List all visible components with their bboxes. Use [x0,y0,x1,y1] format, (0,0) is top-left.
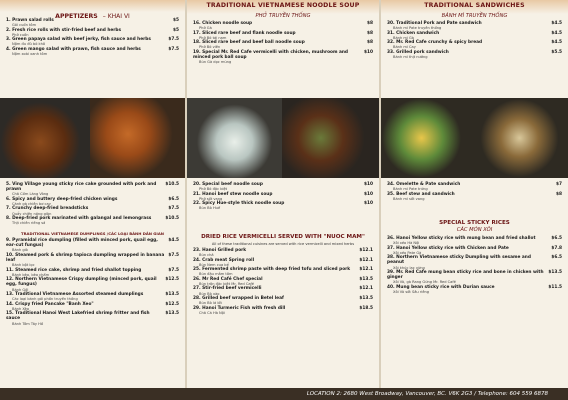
menu-item-row [187,50,379,60]
menu-item-price: $6.5 [551,236,562,241]
menu-item-row [187,248,379,253]
dumplings-list [0,238,185,326]
vermicelli-title: DRIED RICE VERMICELLI SERVED WITH "NUOC MAM" [201,234,365,240]
menu-item-price: $12.5 [165,301,179,307]
menu-item-price: $8 [367,21,373,26]
sandwiches-list-top [381,21,568,59]
vermicelli-note: All of these traditional cuisines are served with rice vermicelli and mixed herbs [211,242,355,246]
menu-item-name: 5. Ving Village young sticky rice cake grounded with pork and prawn [6,182,157,193]
menu-item-name: 1. Prawn salad rolls [6,18,54,23]
sandwiches-title: TRADITIONAL SANDWICHES [424,2,525,9]
menu-item-viet: Chả Cốm Làng Vòng [12,192,49,197]
menu-item-price: $4.5 [551,30,562,36]
sandwiches-panel [381,0,568,295]
menu-item-name: 27. Stir-fried beef vermicelli [193,286,262,292]
menu-item-viet: Phở cuốn [12,32,29,37]
sticky-rice-list [381,236,568,294]
dumplings-section [0,229,185,326]
menu-item-name: 15. Traditional Hanoi West Lakefried shrimp fritter and fish sauce [6,311,150,322]
appetizers-title-viet: KHAI VI [107,13,130,20]
menu-item-name: 22. Spicy Hue-style thick noodle soup [193,201,285,207]
menu-item-price: $11.5 [548,284,562,290]
menu-item-viet: Các loại bánh gói phần truyền thống [12,297,78,302]
menu-item-name: 14. Crispy fried Pancake "Banh Xeo" [6,301,94,307]
menu-item-viet: Bánh giò [12,248,28,253]
menu-item-name: 33. Grilled pork sandwich [387,49,449,55]
menu-item-viet: Bún Nem cua bể [199,262,229,267]
menu-item-viet: Phở Bò tái nạm [199,35,227,40]
menu-item-price: $10 [364,182,373,187]
menu-item-price: $7.5 [168,267,179,273]
menu-item-name: 9. Pyramidal rice dumpling (filled with minced pork, quail egg, ear-cut fungus) [6,238,158,249]
menu-item-price: $12.1 [359,286,373,292]
menu-item-row [0,206,185,211]
menu-item-name: 18. Sliced rare beef and beef ball noodle soup [193,40,305,46]
menu-item-price: $8 [367,40,373,46]
menu-item-price: $7.5 [168,252,179,258]
vermicelli-section [187,234,379,315]
menu-item-name: 29. Hanoi Turmeric Fish with fresh dill [193,305,286,311]
menu-item-row [381,270,568,280]
menu-item-row [0,182,185,192]
menu-item-name: 6. Spicy and buttery deep-fried chicken wings [6,196,118,202]
menu-item-price: $5 [173,27,179,33]
menu-item-viet: Bánh mì Cay [393,45,416,50]
menu-item-name: 20. Special beef noodle soup [193,182,263,187]
menu-item-row [187,286,379,291]
menu-item-viet: Bún Bò lá lốt [199,301,222,306]
vermicelli-list [187,248,379,315]
menu-item-viet: Bún Gà dọc mùng [199,60,232,65]
menu-item-name: 36. Hanoi Yellow sticky rice with mung bean and fried shallot [387,236,536,241]
menu-item-viet: Cánh gà chiên bơ cay [12,202,51,207]
menu-item-viet: Gỏi cuốn tôm [12,23,37,28]
menu-item-viet: Bánh Gối [12,287,29,292]
menu-item-name: 38. Northern Vietnamese sticky Dumpling with sesame and peanut [387,255,531,266]
panel-header-bar [381,0,568,14]
sticky-rice-section [381,220,568,294]
menu-item-price: $4.5 [168,238,179,243]
appetizers-title: APPETIZERS [55,13,98,20]
menu-item-price: $4.5 [551,21,562,26]
menu-item-viet: Quẩy chiên nóng giòn [12,211,52,216]
menu-item-name: 11. Steamed rice cake, shrimp and fried shallot topping [6,267,142,273]
menu-item-name: 23. Hanoi Grilled pork [193,248,247,253]
menu-item-name: 2. Fresh rice rolls with stir-fried beef and herbs [6,27,122,33]
menu-item-price: $7 [556,182,562,187]
menu-item-viet: Xôi xéo Pate Gà [393,250,422,255]
noodle-soup-panel [187,0,379,315]
menu-item-row [187,21,379,26]
menu-item-price: $12.1 [359,267,373,273]
menu-item-row [0,311,185,321]
menu-item-price: $6.5 [551,255,562,261]
dumplings-photo [90,98,185,178]
menu-item-name: 32. Mr. Red Cafe crunchy & spicy bread [387,40,483,46]
panel-header-bar [187,0,379,14]
menu-item-name: 25. Fermented shrimp paste with deep fried tofu and sliced pork [193,267,351,273]
menu-item-viet: Xôi Vò sốt Sầu riêng [393,290,430,295]
menu-item-viet: Phở sốt vang [199,196,223,201]
menu-item-price: $10 [364,49,373,55]
menu-item-viet: Bún Bò xào [199,291,220,296]
noodle-soup-title: TRADITIONAL VIETNAMESE NOODLE SOUP [206,2,360,9]
menu-item-row [0,238,185,248]
location-text: LOCATION 2: 2680 West Broadway, Vancouver, BC. V6K 2G3 / Telephone: 604 559 6878 [306,391,548,397]
menu-item-viet: Nộm xoài xanh tôm [12,52,48,57]
menu-item-price: $4.5 [551,40,562,46]
menu-item-price: $7.5 [168,37,179,43]
sandwiches-title-viet: BÁNH MÌ TRUYỀN THỐNG [441,13,508,19]
menu-item-price: $10.5 [165,182,179,187]
menu-item-name: 17. Sliced rare beef and flank noodle soup [193,30,296,36]
fried-chicken-photo [0,98,90,178]
menu-item-viet: Bánh Xèo [12,306,30,311]
sandwiches-list-bottom [381,182,568,201]
menu-item-viet: Bánh Tôm Tây Hồ [12,321,44,326]
noodle-soup-list-top [187,21,379,65]
menu-item-price: $18.5 [359,305,373,311]
menu-item-price: $5.5 [551,49,562,55]
appetizers-list-top [0,18,185,56]
menu-item-price: $10.5 [165,216,179,222]
menu-item-price: $12.1 [359,248,373,253]
menu-item-viet: Phở Bò viên [199,45,221,50]
menu-item-viet: Bún đậu mắm tôm [199,272,233,277]
menu-item-name: 13. Traditional Vietnamese Assorted steamed dumplings [6,292,144,298]
noodle-soup-list-bottom [187,182,379,211]
menu-item-name: 31. Chicken sandwich [387,30,440,36]
menu-item-price: $12.5 [165,277,179,283]
menu-item-name: 8. Deep-fried pork marinated with galangal and lemongrass [6,216,152,222]
vermicelli-photo [282,98,379,178]
location-footer [0,388,568,400]
menu-item-viet: Xôi khúc lạc vừng [393,265,425,270]
menu-item-price: $10 [364,191,373,197]
menu-item-viet: Bún trộn đặc biệt Mr. Red Café [199,282,255,287]
menu-item-price: $12.1 [359,257,373,263]
menu-item-name: 21. Hanoi beef stew noodle soup [193,191,273,197]
menu-item-name: 10. Steamed pork & shrimp tapioca dumpling wrapped in banana leaf [6,252,165,264]
sticky-rice-title: SPECIAL STICKY RICES [439,220,510,226]
menu-item-price: $13.5 [165,311,179,317]
menu-item-price: $10 [364,201,373,207]
menu-item-name: 12. Northern Vietnamese Crispy dumpling (minced pork, quail egg, fungus) [6,277,157,288]
menu-item-name: 24. Crab meat Spring roll [193,257,255,263]
menu-item-name: 34. Omelette & Pate sandwich [387,182,461,187]
menu-item-price: $13.5 [359,276,373,282]
menu-item-name: 30. Traditional Pork and Pate sandwich [387,21,482,26]
menu-item-name: 39. Mr. Red Cafe mung bean sticky rice and bone in chicken with ginger [387,270,544,281]
panel-header-bar: APPETIZERS – KHAI VI [0,0,185,12]
menu-item-viet: Phở Gà [199,26,212,31]
menu-item-viet: Bún chả [199,253,214,258]
sticky-rice-photo [471,98,568,178]
menu-item-price: $7.5 [168,46,179,52]
menu-item-name: 28. Grilled beef wrapped in Betel leaf [193,296,284,302]
menu-item-viet: Bánh bèo, bèo chấm [12,272,50,277]
menu-item-viet: Nộm đu đủ bò khô [12,42,46,47]
menu-item-viet: Chả Cá Hà Nội [199,310,225,315]
sticky-rice-title-viet: CÁC MÓN XÔI [456,227,493,233]
menu-item-viet: Thịt chiên riềng sả [12,221,46,226]
menu-item-row [0,253,185,263]
menu-item-name: 16. Chicken noodle soup [193,21,253,26]
menu-item-price: $8 [556,191,562,197]
menu-item-price: $5 [173,18,179,23]
appetizers-list-bottom [0,182,185,226]
menu-item-price: $13.5 [548,270,562,276]
menu-item-price: $13.5 [359,296,373,302]
pho-bowl-photo [187,98,282,178]
menu-item-name: 3. Green papaya salad with beef jerky, fish sauce and herbs [6,37,151,43]
menu-item-price: $7.5 [168,206,179,212]
menu-item-viet: Xôi Vò, gà Rang Gừng Mr. Red Café [393,280,456,285]
menu-item-viet: Bún Bò Huế [199,206,221,211]
menu-item-price: $8 [367,30,373,36]
menu-item-name: 19. Special Mr. Red Cafe vermicelli with chicken, mushroom and minced pork ball soup [193,49,348,61]
menu-item-name: 37. Hanoi Yellow sticky rice with Chicken and Pate [387,245,509,251]
appetizers-panel [0,0,185,326]
menu-item-viet: Xôi xéo Hà Nội [393,241,420,246]
menu-item-name: 35. Beef stew and sandwich [387,191,455,197]
dumplings-title: TRADITIONAL VIETNAMESE DUMPLINGS /CÁC LOẠI BÁNH DÂN GIAN [21,231,164,236]
menu-item-name: 4. Green mango salad with prawn, fish sauce and herbs [6,46,141,52]
menu-item-viet: Bánh mì sốt vang [393,196,425,201]
menu-item-viet: Bánh mì thịt nướng [393,55,428,60]
menu-item-name: 26. Mr Red Café Chef special [193,276,263,282]
noodle-soup-title-viet: PHỞ TRUYỀN THỐNG [255,13,311,19]
menu-item-viet: Phở Bò đặc biệt [199,187,228,192]
food-photo-strip [0,98,568,178]
menu-item-price: $7.8 [551,245,562,251]
sandwich-photo [381,98,471,178]
menu-item-viet: Bánh mì Pate truyền thống [393,26,442,31]
menu-item-name: 7. Crunchy deep-fried breadsticks [6,206,89,212]
menu-item-viet: Bánh bột lọc [12,263,35,268]
menu-item-name: 40. Mung bean sticky rice with Durian sauce [387,284,495,290]
menu-item-row [381,255,568,265]
menu-item-viet: Bánh mì Pate trứng [393,187,428,192]
menu-item-viet: Bánh mì Gà [393,35,414,40]
menu-item-price: $13.5 [165,292,179,298]
menu-item-price: $6.5 [168,196,179,202]
menu-item-row [0,277,185,287]
